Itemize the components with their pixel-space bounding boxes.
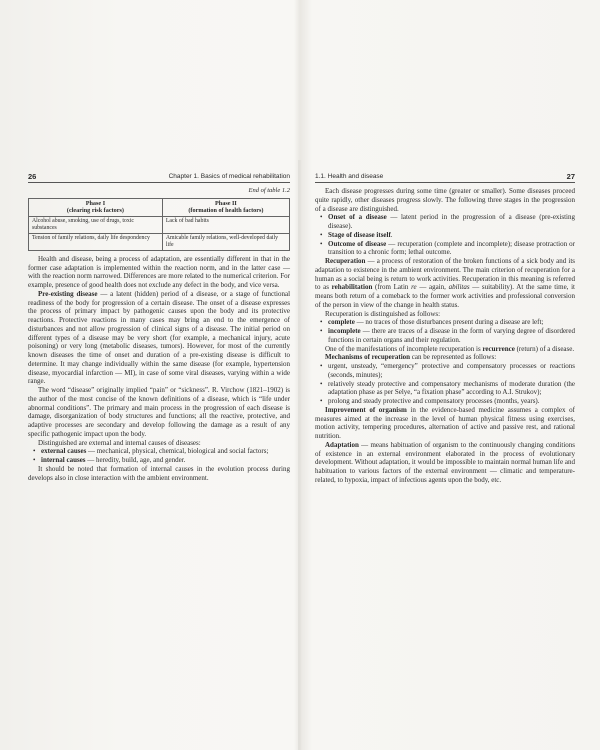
list-item: • Outcome of disease — recuperation (complete and incomplete); disease protraction or transition to a chronic form; lethal outcome. [315, 240, 575, 258]
paragraph-recuperation: Recuperation — a process of restoration of the broken functions of a sick body and its adaptation to existence in the ambient environment. The main criterion of recuperation for a human as a social being is return to work activities. Recuperation in this meaning is referred to as rehabilitation (from Latin re — again, abilitas — suitability). At the same time, it means both return of a comeback to the former work activities and professional conversion of the person in view of the change in health status. [315, 257, 575, 309]
list-item: • urgent, unsteady, “emergency” protective and compensatory processes or reactions (seconds, minutes); [315, 362, 575, 380]
list-item: • prolong and steady protective and compensatory processes (months, years). [315, 397, 575, 406]
list-item: • incomplete — there are traces of a disease in the form of varying degree of disordered functions in certain organs and their regulation. [315, 327, 575, 345]
left-page-number: 26 [28, 172, 37, 181]
paragraph-recurrence: One of the manifestations of incomplete recuperation is recurrence (return) of a disease. [325, 344, 575, 353]
paragraph-health-disease: Health and disease, being a process of adaptation, are essentially different in that in the former case adaptation is implemented within the reaction norm, and in the latter case — with the reaction norm narrowed. Differences are more related to the numerical criterion. For example, presence of good health does not exclude any defect in the body, and vice versa. [28, 254, 290, 289]
recuperation-list [315, 318, 575, 344]
health-phases-table [28, 198, 290, 251]
table-header-row [29, 198, 290, 216]
left-running-title: Chapter 1. Basics of medical rehabilitation [168, 173, 290, 180]
paragraph-recuperation-types: Recuperation is distinguished as follows: [325, 309, 441, 318]
list-item: • complete — no traces of those disturbances present during a disease are left; [315, 318, 575, 327]
paragraph-causes-intro: Distinguished are external and internal causes of diseases: [38, 438, 201, 447]
list-item: • external causes — mechanical, physical, chemical, biological and social factors; [28, 447, 290, 456]
list-item: • Onset of a disease — latent period in the progression of a disease (pre-existing disease). [315, 213, 575, 231]
right-running-title: 1.1. Health and disease [315, 173, 384, 180]
table-cell: Lack of bad habits [162, 216, 289, 233]
left-running-head [28, 172, 290, 183]
right-page [315, 172, 575, 485]
paragraph-disease-progress: Each disease progresses during some time (greater or smaller). Some diseases proceed quite rapidly, other diseases progress slowly. The following three stages in the progression of a disease are distinguished. [315, 187, 575, 213]
paragraph-improvement: Improvement of organism in the evidence-based medicine assumes a complex of measures aimed at the increase in the level of human physical fitness using exercises, motion activity, tempering procedures, alternation of active and passive rest, and rational nutrition. [315, 405, 576, 440]
table-row [29, 216, 290, 233]
list-item: • Stage of disease itself. [315, 231, 575, 240]
table-row [29, 233, 290, 250]
right-page-number: 27 [566, 172, 575, 181]
list-item: • internal causes — heredity, build, age, and gender. [28, 456, 290, 465]
stages-list [315, 213, 575, 257]
list-item: • relatively steady protective and compensatory mechanisms of moderate duration (the adaptation phase as per Selye, “a fixation phase” according to A.I. Strukov); [315, 380, 575, 398]
term-pre-existing-disease: Pre-existing disease [38, 289, 98, 298]
paragraph-disease-definition: The word “disease” originally implied “pain” or “sickness”. R. Virchow (1821–1902) is the author of the most concise of the known definitions of a disease, which is “life under abnormal conditions”. The primary and main process in the progression of each disease is damage, disorganization of body structures and functions; all the reactive, protective, and adaptive processes are secondary and develop following the damage as a result of any specific pathogenic impact upon the body. [28, 386, 290, 438]
mechanisms-list [315, 362, 575, 406]
paragraph-adaptation: Adaptation — means habituation of organism to the continuously changing conditions of existence in an external environment elaborated in the process of evolutionary development. Without adaptation, it would be impossible to maintain normal human life and habituation to various factors of the external environment — climatic and temperature-related, to hypoxia, impact of infectious agents upon the body, etc. [315, 440, 575, 484]
causes-list [28, 447, 290, 465]
table-cell: Tension of family relations, daily life despondency [29, 233, 163, 250]
paragraph-internal-causes-note: It should be noted that formation of internal causes in the evolution process during develops also in close interaction with the ambient environment. [28, 464, 290, 482]
paragraph-pre-existing-disease: Pre-existing disease — a latent (hidden) period of a disease, or a stage of functional readiness of the body for progression of a certain disease. The onset of a disease expresses the process of primary impact by pathogenic causes upon the body and its protective reactions. Protective reactions in many cases may bring an end to the emergence of disturbances and not allow progression of clinical signs of a disease. The initial period on different types of a disease may be very short (for example, a mechanical injury, acute poisoning) or very long (metabolic diseases, tumors). However, for most of the currently known diseases the time of onset and duration of a pre-existing disease is difficult to determine. It may change individually within the same disease (for example, hypertension disease, myocardial infarction — MI), in case of some viral diseases, varying within a wide range. [28, 289, 291, 386]
table-header-phase-1: Phase I (clearing risk factors) [29, 198, 163, 216]
table-header-phase-2: Phase II (formation of health factors) [162, 198, 289, 216]
table-cell: Alcohol abuse, smoking, use of drugs, toxic substances [29, 216, 163, 233]
book-gutter [298, 160, 302, 750]
table-cell: Amicable family relations, well-developed daily life [162, 233, 289, 250]
table-caption: End of table 1.2 [248, 187, 290, 194]
paragraph-mechanisms: Mechanisms of recuperation can be represented as follows: [325, 353, 497, 362]
right-running-head [315, 172, 575, 183]
left-page [28, 172, 290, 482]
